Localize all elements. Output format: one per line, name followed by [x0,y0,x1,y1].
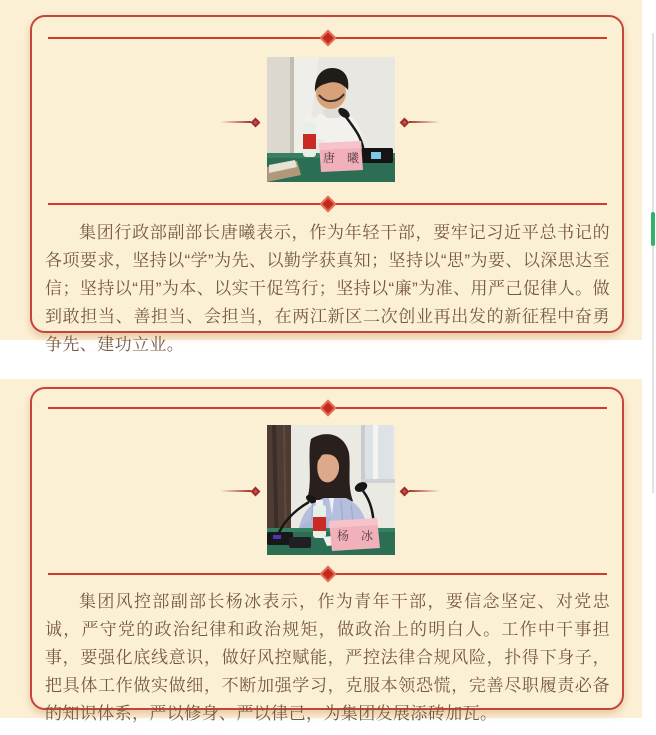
speaker-photo-yangbing[interactable] [267,425,395,555]
divider-line-top [48,407,607,409]
scrollbar-thumb[interactable] [651,212,655,246]
right-flourish-icon [400,486,440,496]
divider-line-bottom [48,203,607,205]
speaker-photo-tangxi[interactable] [267,57,395,182]
speaker-section-2 [0,379,642,723]
right-flourish-icon [400,117,440,127]
scrollbar-track[interactable] [652,33,654,493]
left-flourish-icon [220,117,260,127]
speaker-quote-yangbing: 集团风控部副部长杨冰表示，作为青年干部，要信念坚定、对党忠诚，严守党的政治纪律和政治规矩，做政治上的明白人。工作中干事担事，要强化底线意识，做好风控赋能，严控法律合规风险，扑得下身子，把具体工作做实做细，不断加强学习，克服本领恐慌，完善尽职履责必备的知识体系，严以修身、严以律己，为集团发展添砖加瓦。 [45,592,610,723]
name-placard-text: 杨 冰 [336,529,374,543]
diamond-ornament-icon [319,400,336,417]
right-gutter [642,0,656,735]
speaker-section-1 [0,0,642,354]
left-flourish-icon [220,486,260,496]
divider-line-bottom [48,573,607,575]
divider-line-top [48,37,607,39]
name-placard-text: 唐 曦 [322,151,360,165]
diamond-ornament-icon [319,566,336,583]
diamond-ornament-icon [319,30,336,47]
speaker-quote-tangxi: 集团行政部副部长唐曦表示，作为年轻干部，要牢记习近平总书记的各项要求，坚持以“学”为先、以勤学获真知；坚持以“思”为要、以深思达至信；坚持以“用”为本、以实干促笃行；坚持以“廉”为准、用严己促律人。做到敢担当、善担当、会担当，在两江新区二次创业再出发的新征程中奋勇争先、建功立业。 [45,223,610,354]
speaker-card-2 [30,387,624,723]
speaker-card-1 [30,15,624,354]
diamond-ornament-icon [319,196,336,213]
